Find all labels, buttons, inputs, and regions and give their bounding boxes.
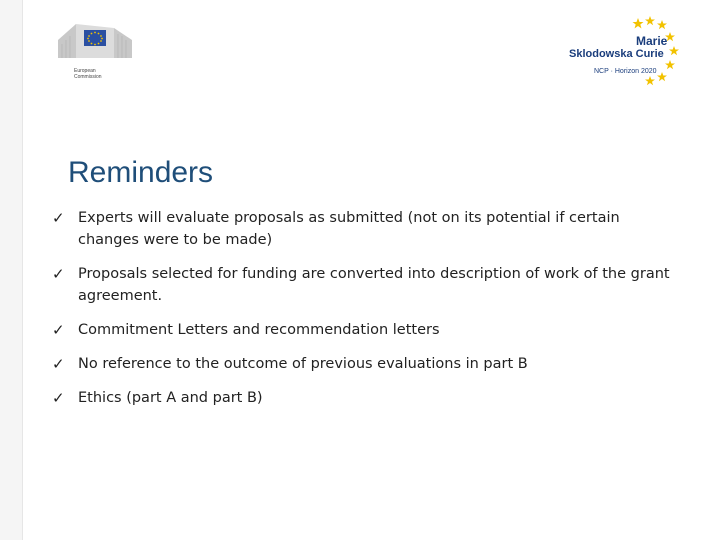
reminder-list (50, 207, 670, 409)
ec-logo-text-line1: European (74, 68, 96, 74)
check-icon: ✓ (52, 321, 65, 339)
msca-logo-sklodowska-curie: Sklodowska Curie (569, 48, 664, 60)
ec-building-icon (56, 18, 134, 62)
check-icon: ✓ (52, 209, 65, 227)
reminder-item-commitment-letters (50, 319, 670, 341)
msca-ncp-logo (566, 14, 686, 88)
reminder-item-grant-agreement (50, 263, 670, 307)
ec-logo-text-line2: Commission (74, 74, 102, 80)
reminder-text: Proposals selected for funding are converted into description of work of the grant agreement. (78, 266, 670, 304)
check-icon: ✓ (52, 389, 65, 407)
european-commission-logo (56, 18, 136, 80)
check-icon: ✓ (52, 355, 65, 373)
slide-title: Reminders (68, 156, 214, 189)
left-border-strip (0, 0, 23, 540)
reminder-item-ethics (50, 387, 670, 409)
msca-logo-marie: Marie (636, 34, 668, 48)
check-icon: ✓ (52, 265, 65, 283)
reminder-item-previous-evaluations (50, 353, 670, 375)
msca-logo-ncp: NCP · Horizon 2020 (594, 68, 657, 75)
reminder-text: Experts will evaluate proposals as submitted (not on its potential if certain changes were to be made) (78, 210, 620, 248)
reminder-text: Commitment Letters and recommendation letters (78, 322, 440, 338)
reminder-text: Ethics (part A and part B) (78, 390, 263, 406)
reminder-text: No reference to the outcome of previous evaluations in part B (78, 356, 528, 372)
reminder-item-expert-evaluation (50, 207, 670, 251)
